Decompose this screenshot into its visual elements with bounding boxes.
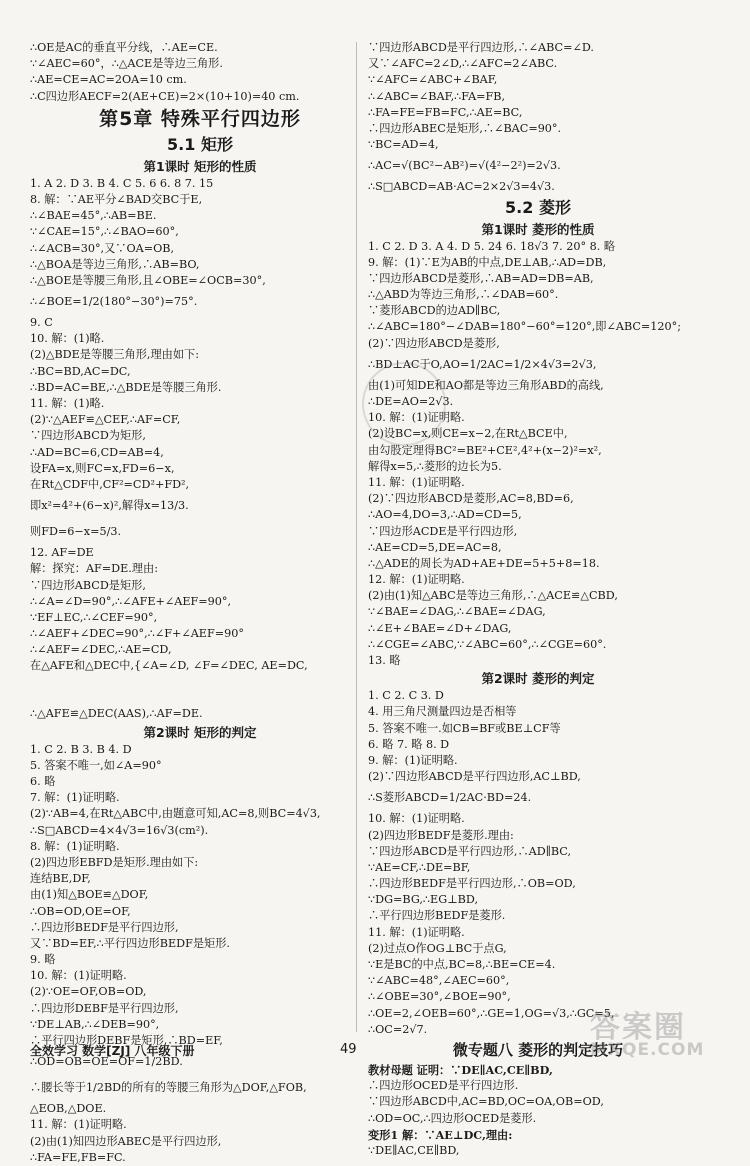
answer-line: ∵四边形ABCD是矩形, bbox=[30, 578, 146, 592]
right-column bbox=[368, 40, 708, 1159]
answer-line: (2)∵四边形ABCD是菱形, bbox=[368, 336, 500, 350]
answer-line: ∵四边形ABCD是平行四边形,∴AD∥BC, bbox=[368, 844, 572, 858]
answer-line: ∴S菱形ABCD=1/2AC·BD=24. bbox=[368, 791, 532, 805]
answer-line: ∴AE=CD=5,DE=AC=8, bbox=[368, 540, 502, 554]
answer-line: 在△AFE和△DEC中,{∠A=∠D, ∠F=∠DEC, AE=DC, bbox=[30, 659, 308, 673]
answer-line: ∴AE=CE=AC=2OA=10 cm. bbox=[30, 73, 187, 87]
answer-line: 8. 解：∵AE平分∠BAD交BC于E, bbox=[30, 192, 203, 206]
answer-line: ∵EF⊥EC,∴∠CEF=90°, bbox=[30, 610, 158, 624]
answer-line: △EOB,△DOE. bbox=[30, 1102, 107, 1116]
answer-line: ∴BC=BD,AC=DC, bbox=[30, 364, 131, 378]
answer-line: (2)设BC=x,则CE=x−2,在Rt△BCE中, bbox=[368, 427, 568, 441]
answer-line: ∴∠CGE=∠ABC,∵∠ABC=60°,∴∠CGE=60°. bbox=[368, 637, 607, 651]
answer-line: (2)四边形EBFD是矩形.理由如下: bbox=[30, 855, 199, 869]
answer-line: 9. 解：(1)证明略. bbox=[368, 753, 458, 767]
answer-line: ∵BC=AD=4, bbox=[368, 138, 439, 152]
answer-line: ∴S□ABCD=AB·AC=2×2√3=4√3. bbox=[368, 180, 555, 194]
answer-line: (2)由(1)知△ABC是等边三角形,∴△ACE≌△CBD, bbox=[368, 589, 618, 603]
answer-line: ∴四边形OCED是平行四边形. bbox=[368, 1079, 519, 1093]
answer-line: ∴FA=FE,FB=FC. bbox=[30, 1150, 126, 1164]
answer-line: ∴△ABD为等边三角形,∴∠DAB=60°. bbox=[368, 288, 559, 302]
answer-line: 12. 解：(1)证明略. bbox=[368, 573, 465, 587]
answer-line: ∵DG=BG,∴EG⊥BD, bbox=[368, 893, 479, 907]
answer-line: ∴OE是AC的垂直平分线，∴AE=CE. bbox=[30, 41, 218, 54]
answer-line: ∴∠AEF=∠DEC,∴AE=CD, bbox=[30, 643, 172, 657]
answer-line: ∴∠ABC=180°−∠DAB=180°−60°=120°,即∠ABC=120°; bbox=[368, 320, 682, 334]
answer-line: 由(1)知△BOE≌△DOF, bbox=[30, 888, 149, 902]
answer-line: ∴OE=2,∠OEB=60°,∴GE=1,OG=√3,∴GC=5, bbox=[368, 1006, 615, 1020]
answer-line: 10. 解：(1)略. bbox=[30, 332, 105, 346]
answer-line: 连结BE,DF, bbox=[30, 872, 91, 886]
answer-line: 7. 解：(1)证明略. bbox=[30, 791, 120, 805]
answer-line: ∴AC=√(BC²−AB²)=√(4²−2²)=2√3. bbox=[368, 159, 561, 173]
answer-line: 9. C bbox=[30, 316, 53, 330]
answer-line: 教材母题 证明：∵DE∥AC,CE∥BD, bbox=[368, 1062, 553, 1077]
answer-line: ∴DE=AO=2√3. bbox=[368, 395, 454, 408]
answer-line: 10. 解：(1)证明略. bbox=[30, 969, 127, 983]
section-heading: 5.1 矩形 bbox=[167, 134, 233, 154]
answer-line: ∴△AFE≌△DEC(AAS),∴AF=DE. bbox=[30, 707, 203, 721]
answer-line: (2)四边形BEDF是菱形.理由: bbox=[368, 828, 514, 842]
answer-line: (2)∵△AEF≌△CEF,∴AF=CF, bbox=[30, 413, 181, 427]
lesson-heading: 第1课时 菱形的性质 bbox=[481, 221, 595, 237]
answer-line: (2)∵AB=4,在Rt△ABC中,由题意可知,AC=8,则BC=4√3, bbox=[30, 807, 321, 821]
answer-line: 则FD=6−x=5/3. bbox=[30, 525, 122, 539]
answer-line: 10. 解：(1)证明略. bbox=[368, 411, 465, 425]
answer-line: ∴∠BOE=1/2(180°−30°)=75°. bbox=[30, 295, 198, 309]
answer-line: 11. 解：(1)证明略. bbox=[368, 925, 465, 939]
answer-line: ∴四边形BEDF是平行四边形,∴OB=OD, bbox=[368, 877, 576, 891]
answer-line: ∴S□ABCD=4×4√3=16√3(cm²). bbox=[30, 823, 209, 837]
answer-line: 变形1 解：∵AE⊥DC,理由: bbox=[368, 1127, 513, 1142]
answer-line: 9. 解：(1)∵E为AB的中点,DE⊥AB,∴AD=DB, bbox=[368, 255, 607, 269]
answer-line: 设FA=x,则FC=x,FD=6−x, bbox=[30, 461, 175, 475]
page-number: 49 bbox=[340, 1042, 357, 1057]
answer-line: ∴四边形DEBF是平行四边形, bbox=[30, 1001, 179, 1015]
answer-line: 又∵∠AFC=2∠D,∴∠AFC=2∠ABC. bbox=[368, 57, 558, 71]
lesson-heading: 第2课时 菱形的判定 bbox=[481, 671, 595, 687]
answer-line: 10. 解：(1)证明略. bbox=[368, 812, 465, 826]
answer-line: (2)过点O作OG⊥BC于点G, bbox=[368, 941, 507, 955]
answer-line: 11. 解：(1)证明略. bbox=[368, 475, 465, 489]
faded-stamp bbox=[362, 362, 446, 446]
answer-line: 1. C 2. C 3. D bbox=[368, 689, 444, 703]
answer-line: 8. 解：(1)证明略. bbox=[30, 839, 120, 853]
lesson-heading: 第1课时 矩形的性质 bbox=[143, 158, 257, 174]
answer-line: ∵四边形ABCD为矩形, bbox=[30, 429, 146, 443]
answer-line: ∴四边形ABEC是矩形,∴∠BAC=90°. bbox=[368, 121, 562, 135]
answer-line: ∴∠A=∠D=90°,∴∠AFE+∠AEF=90°, bbox=[30, 594, 232, 608]
answer-line: ∵四边形ABCD是平行四边形,∴∠ABC=∠D. bbox=[368, 41, 594, 54]
answer-line: ∴FA=FE=FB=FC,∴AE=BC, bbox=[368, 105, 523, 119]
answer-line: ∵四边形ABCD中,AC=BD,OC=OA,OB=OD, bbox=[368, 1095, 604, 1109]
answer-line: ∴△BOA是等边三角形,∴AB=BO, bbox=[30, 257, 200, 271]
topic-heading: 微专题八 菱形的判定技巧 bbox=[452, 1040, 624, 1059]
answer-line: ∵E是BC的中点,BC=8,∴BE=CE=4. bbox=[368, 958, 556, 971]
answer-line: ∵菱形ABCD的边AD∥BC, bbox=[368, 304, 501, 318]
section-heading: 5.2 菱形 bbox=[505, 197, 571, 217]
answer-line: (2)∵四边形ABCD是平行四边形,AC⊥BD, bbox=[368, 770, 581, 784]
answer-line: ∴BD=AC=BE,∴△BDE是等腰三角形. bbox=[30, 380, 222, 394]
answer-line: 12. AF=DE bbox=[30, 546, 94, 560]
answer-line: ∵DE∥AC,CE∥BD, bbox=[368, 1143, 460, 1157]
answer-line: ∴∠ABC=∠BAF,∴FA=FB, bbox=[368, 89, 506, 103]
column-divider bbox=[356, 42, 357, 1032]
answer-line: 由勾股定理得BC²=BE²+CE²,4²+(x−2)²=x², bbox=[368, 443, 602, 457]
answer-line: 1. C 2. D 3. A 4. D 5. 24 6. 18√3 7. 20° 8. 略 bbox=[368, 239, 616, 253]
answer-line: 6. 略 7. 略 8. D bbox=[368, 737, 450, 751]
answer-line: ∵∠CAE=15°,∴∠BAO=60°, bbox=[30, 225, 179, 239]
answer-line: ∴C四边形AECF=2(AE+CE)=2×(10+10)=40 cm. bbox=[30, 89, 300, 103]
left-column bbox=[30, 40, 370, 1166]
answer-line: ∴四边形BEDF是平行四边形, bbox=[30, 920, 179, 934]
answer-line: ∴∠E+∠BAE=∠D+∠DAG, bbox=[368, 621, 512, 635]
answer-line: ∴△BOE是等腰三角形,且∠OBE=∠OCB=30°, bbox=[30, 273, 266, 287]
answer-line: 6. 略 bbox=[30, 775, 56, 788]
footer-book-title: 全效学习 数学[ZJ] 八年级下册 bbox=[30, 1044, 195, 1058]
answer-line: 4. 用三角尺测量四边是否相等 bbox=[368, 705, 517, 719]
answer-line: ∴AD=BC=6,CD=AB=4, bbox=[30, 445, 164, 459]
answer-line: 5. 答案不唯一.如CB=BF或BE⊥CF等 bbox=[368, 721, 561, 735]
answer-line: ∵四边形ABCD是菱形,∴AB=AD=DB=AB, bbox=[368, 271, 594, 285]
answer-line: 9. 略 bbox=[30, 953, 56, 967]
answer-line: (2)△BDE是等腰三角形,理由如下: bbox=[30, 348, 200, 362]
answer-line: (2)由(1)知四边形ABEC是平行四边形, bbox=[30, 1134, 222, 1148]
answer-line: 1. A 2. D 3. B 4. C 5. 6 6. 8 7. 15 bbox=[30, 176, 214, 190]
answer-line: ∴OD=OB=OE=OF=1/2BD. bbox=[30, 1055, 183, 1069]
answer-line: (2)∵OE=OF,OB=OD, bbox=[30, 985, 147, 999]
answer-line: 11. 解：(1)证明略. bbox=[30, 1118, 127, 1132]
answer-line: 1. C 2. B 3. B 4. D bbox=[30, 742, 132, 756]
chapter-heading: 第5章 特殊平行四边形 bbox=[99, 107, 301, 130]
answer-line: ∵∠BAE=∠DAG,∴∠BAE=∠DAG, bbox=[368, 605, 546, 619]
answer-line: ∵∠AEC=60°，∴△ACE是等边三角形. bbox=[30, 57, 223, 71]
answer-line: ∴∠BAE=45°,∴AB=BE. bbox=[30, 209, 157, 223]
answer-line: 解得x=5,∴菱形的边长为5. bbox=[368, 459, 502, 473]
answer-line: (2)∵四边形ABCD是菱形,AC=8,BD=6, bbox=[368, 492, 574, 506]
answer-line: ∵DE⊥AB,∴∠DEB=90°, bbox=[30, 1017, 160, 1031]
answer-line: ∵AE=CF,∴DE=BF, bbox=[368, 860, 471, 874]
answer-line: 11. 解：(1)略. bbox=[30, 397, 105, 410]
answer-line: ∴BD⊥AC于O,AO=1/2AC=1/2×4√3=2√3, bbox=[368, 357, 597, 371]
answer-line: ∵∠ABC=48°,∠AEC=60°, bbox=[368, 974, 510, 988]
answer-line: ∴OD=OC,∴四边形OCED是菱形. bbox=[368, 1111, 537, 1125]
answer-line: ∴AO=4,DO=3,∴AD=CD=5, bbox=[368, 508, 522, 522]
watermark-site: MXQE.COM bbox=[590, 1040, 705, 1060]
answer-line: 5. 答案不唯一,如∠A=90° bbox=[30, 758, 162, 772]
answer-line: 又∵BD=EF,∴平行四边形BEDF是矩形. bbox=[30, 936, 230, 950]
answer-line: ∴腰长等于1/2BD的所有的等腰三角形为△DOF,△FOB, bbox=[30, 1081, 307, 1095]
answer-line: ∴∠OBE=30°,∠BOE=90°, bbox=[368, 990, 511, 1004]
answer-line: 即x²=4²+(6−x)²,解得x=13/3. bbox=[30, 499, 189, 513]
answer-line: ∵∠AFC=∠ABC+∠BAF, bbox=[368, 73, 498, 87]
answer-line: ∴平行四边形DEBF是矩形,∴BD=EF, bbox=[30, 1034, 223, 1047]
answer-line: 13. 略 bbox=[368, 654, 401, 667]
answer-line: ∴平行四边形BEDF是菱形. bbox=[368, 909, 506, 923]
answer-line: ∴∠ACB=30°,又∵OA=OB, bbox=[30, 241, 175, 255]
answer-line: ∴∠AEF+∠DEC=90°,∴∠F+∠AEF=90° bbox=[30, 627, 244, 641]
answer-line: 由(1)可知DE和AO都是等边三角形ABD的高线, bbox=[368, 378, 604, 392]
lesson-heading: 第2课时 矩形的判定 bbox=[143, 724, 257, 740]
answer-line: ∴△ADE的周长为AD+AE+DE=5+5+8=18. bbox=[368, 556, 600, 570]
answer-line: ∴OC=2√7. bbox=[368, 1022, 428, 1036]
watermark-logo: 答案圈 bbox=[590, 1010, 686, 1045]
answer-line: ∵四边形ACDE是平行四边形, bbox=[368, 524, 518, 538]
answer-line: ∴OB=OD,OE=OF, bbox=[30, 904, 131, 918]
answer-line: 在Rt△CDF中,CF²=CD²+FD², bbox=[30, 477, 190, 491]
answer-line: 解：探究：AF=DE.理由: bbox=[30, 562, 158, 576]
